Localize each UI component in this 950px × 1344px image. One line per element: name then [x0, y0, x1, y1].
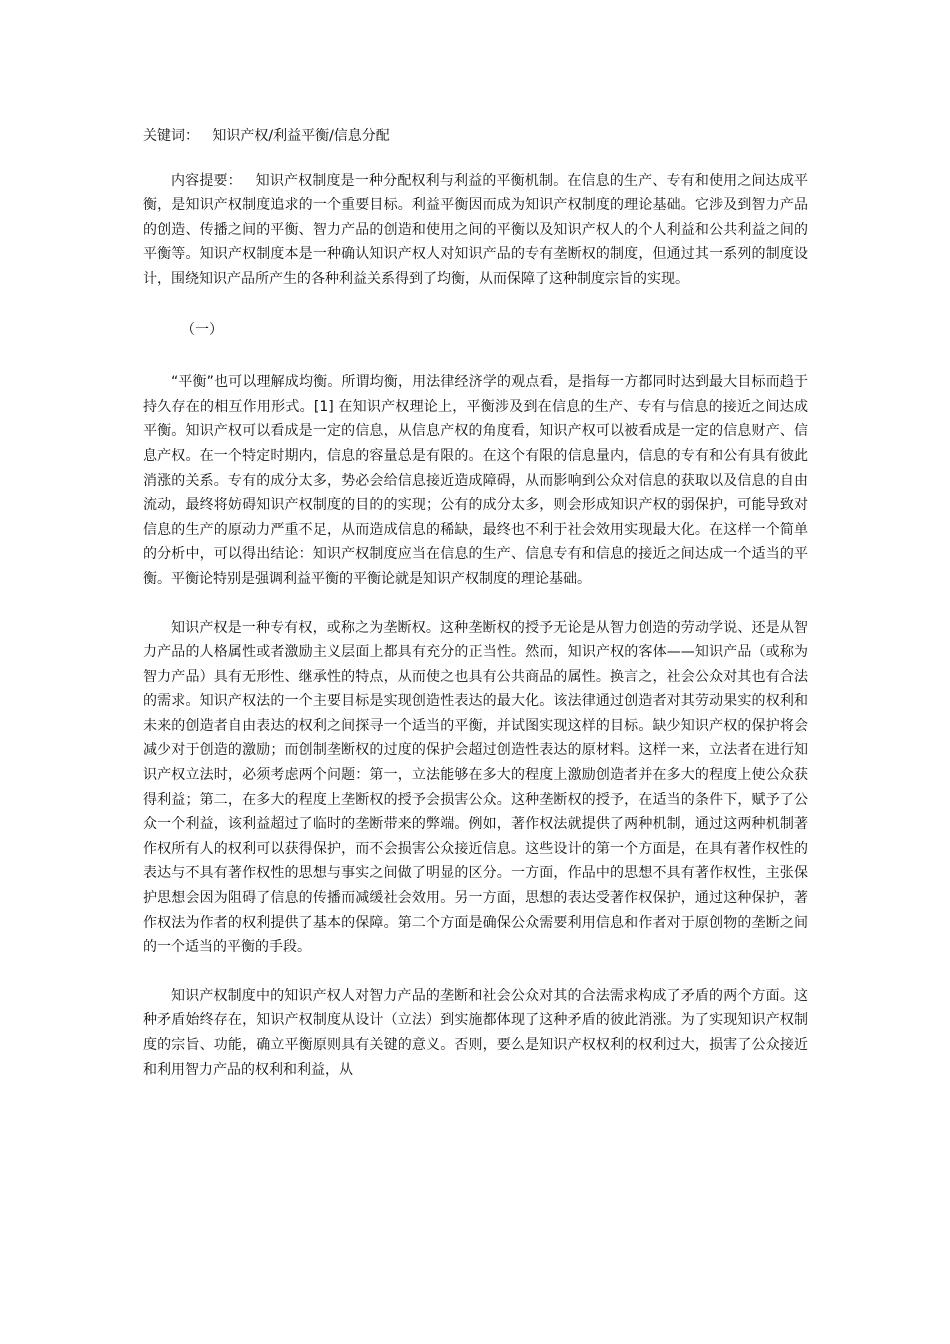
body-paragraph: 知识产权是一种专有权，或称之为垄断权。这种垄断权的授予无论是从智力创造的劳动学说、还是从智力产品的人格属性或者激励主义层面上都具有充分的正当性。然而，知识产权的客体——知识产品（或称为智力产品）具有无形性、继承性的特点，从而使之也具有公共商品的属性。换言之，社会公众对其也有合法的需求。知识产权法的一个主要目标是实现创造性表达的最大化。该法律通过创造者对其劳动果实的权利和未来的创造者自由表达的权利之间探寻一个适当的平衡，并试图实现这样的目标。缺少知识产权的保护将会减少对于创造的激励；而创制垄断权的过度的保护会超过创造性表达的原材料。这样一来，立法者在进行知识产权立法时，必须考虑两个问题：第一，立法能够在多大的程度上激励创造者并在多大的程度上使公众获得利益；第二，在多大的程度上垄断权的授予会损害公众。这种垄断权的授予，在适当的条件下，赋予了公众一个利益，该利益超过了临时的垄断带来的弊端。例如，著作权法就提供了两种机制，通过这两种机制著作权所有人的权利可以获得保护，而不会损害公众接近信息。这些设计的第一个方面是，在具有著作权性的表达与不具有著作权性的思想与事实之间做了明显的区分。一方面，作品中的思想不具有著作权性，主张保护思想会因为阻碍了信息的传播而减缓社会效用。另一方面，思想的表达受著作权保护，通过这种保护，著作权法为作者的权利提供了基本的保障。第二个方面是确保公众需要利用信息和作者对于原创物的垄断之间的一个适当的平衡的手段。 [143, 619, 808, 956]
document-body [143, 124, 808, 1106]
body-paragraph: “平衡”也可以理解成均衡。所谓均衡，用法律经济学的观点看，是指每一方都同时达到最大目标而趋于持久存在的相互作用形式。[1] 在知识产权理论上，平衡涉及到在信息的生产、专有与信息的接近之间达成平衡。知识产权可以看成是一定的信息，从信息产权的角度看，知识产权可以被看成是一定的信息财产、信息产权。在一个特定时期内，信息的容量总是有限的。在这个有限的信息量内，信息的专有和公有具有彼此消涨的关系。专有的成分太多，势必会给信息接近造成障碍，从而影响到公众对信息的获取以及信息的自由流动，最终将妨碍知识产权制度的目的的实现；公有的成分太多，则会形成知识产权的弱保护，可能导致对信息的生产的原动力严重不足，从而造成信息的稀缺，最终也不利于社会效用实现最大化。在这样一个简单的分析中，可以得出结论：知识产权制度应当在信息的生产、信息专有和信息的接近之间达成一个适当的平衡。平衡论特别是强调利益平衡的平衡论就是知识产权制度的理论基础。 [143, 374, 808, 587]
keywords-line: 关键词： 知识产权/利益平衡/信息分配 [143, 128, 390, 144]
section-heading: （一） [181, 321, 223, 338]
abstract-paragraph: 内容提要： 知识产权制度是一种分配权利与利益的平衡机制。在信息的生产、专有和使用之间达成平衡，是知识产权制度追求的一个重要目标。利益平衡因而成为知识产权制度的理论基础。它涉及到智力产品的创造、传播之间的平衡、智力产品的创造和使用之间的平衡以及知识产权人的个人利益和公共利益之间的平衡等。知识产权制度本是一种确认知识产权人对知识产品的专有垄断权的制度，但通过其一系列的制度设计，围绕知识产品所产生的各种利益关系得到了均衡，从而保障了这种制度宗旨的实现。 [143, 172, 808, 287]
body-paragraph: 知识产权制度中的知识产权人对智力产品的垄断和社会公众对其的合法需求构成了矛盾的两个方面。这种矛盾始终存在，知识产权制度从设计（立法）到实施都体现了这种矛盾的彼此消涨。为了实现知识产权制度的宗旨、功能，确立平衡原则具有关键的意义。否则，要么是知识产权权利的权利过大，损害了公众接近和利用智力产品的权利和利益，从 [143, 987, 808, 1078]
